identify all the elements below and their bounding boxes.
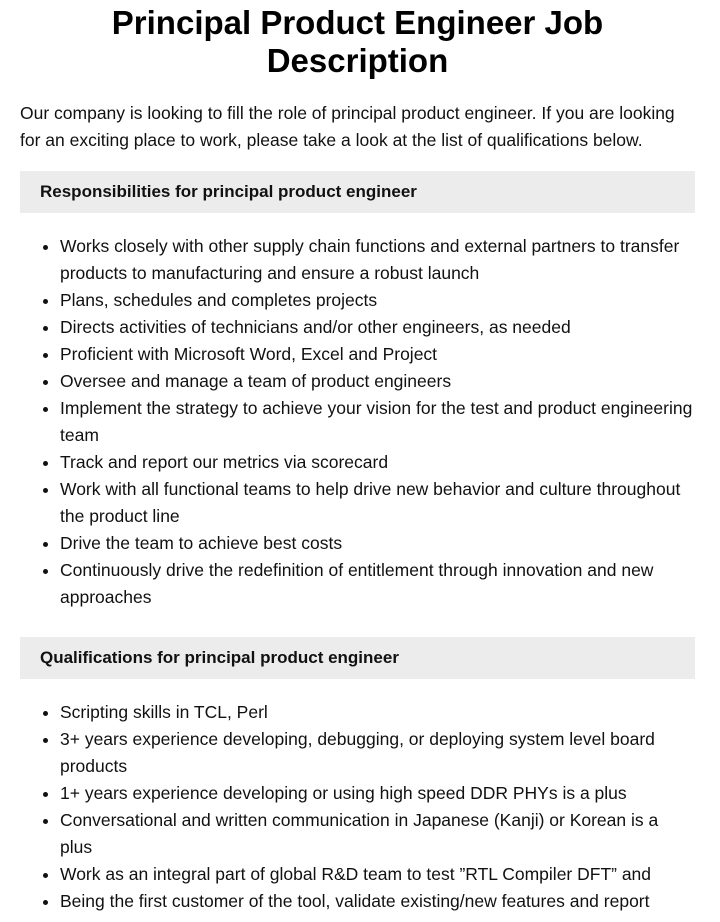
list-item: • Work as an integral part of global R&D team to test ”RTL Compiler DFT” and bbox=[60, 861, 695, 888]
list-item: • Conversational and written communication in Japanese (Kanji) or Korean is a plus bbox=[60, 807, 695, 861]
list-item: • Works closely with other supply chain functions and external partners to transfer products to manufacturing and ensure a robust launch bbox=[60, 233, 695, 287]
list-item: • Plans, schedules and completes projects bbox=[60, 287, 695, 314]
responsibilities-heading: Responsibilities for principal product engineer bbox=[20, 171, 695, 213]
list-item: • Implement the strategy to achieve your vision for the test and product engineering team bbox=[60, 395, 695, 449]
list-item: • Oversee and manage a team of product engineers bbox=[60, 368, 695, 395]
qualifications-heading: Qualifications for principal product engineer bbox=[20, 637, 695, 679]
list-item: • Scripting skills in TCL, Perl bbox=[60, 699, 695, 726]
list-item: • Directs activities of technicians and/or other engineers, as needed bbox=[60, 314, 695, 341]
list-item: • Continuously drive the redefinition of entitlement through innovation and new approaches bbox=[60, 557, 695, 611]
list-item: • Drive the team to achieve best costs bbox=[60, 530, 695, 557]
list-item: • Being the first customer of the tool, validate existing/new features and report bbox=[60, 888, 695, 915]
list-item: • 3+ years experience developing, debugging, or deploying system level board products bbox=[60, 726, 695, 780]
qualifications-list bbox=[20, 699, 695, 915]
list-item: • Track and report our metrics via scorecard bbox=[60, 449, 695, 476]
list-item: • Proficient with Microsoft Word, Excel and Project bbox=[60, 341, 695, 368]
page-title: Principal Product Engineer Job Description bbox=[111, 4, 604, 79]
list-item: • Work with all functional teams to help drive new behavior and culture throughout the product line bbox=[60, 476, 695, 530]
responsibilities-list bbox=[20, 233, 695, 611]
intro-paragraph: Our company is looking to fill the role of principal product engineer. If you are looking for an exciting place to work, please take a look at the list of qualifications below. bbox=[20, 103, 675, 150]
list-item: • 1+ years experience developing or using high speed DDR PHYs is a plus bbox=[60, 780, 695, 807]
